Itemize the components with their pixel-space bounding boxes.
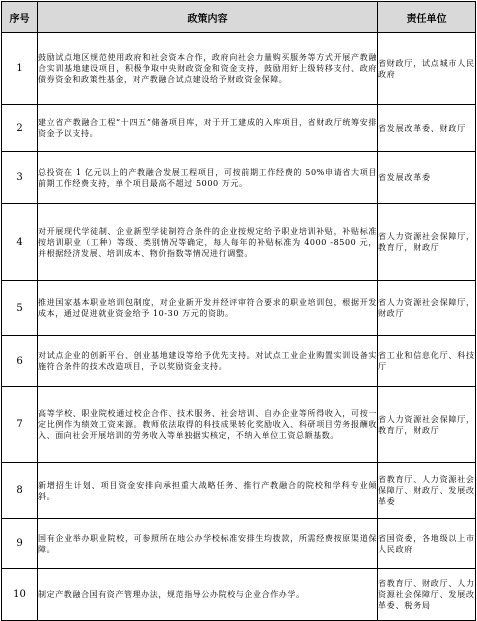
policy-content: 制定产教融合国有资产管理办法，规范指导公办院校与企业合作办学。 — [38, 569, 378, 621]
policy-content: 建立省产教融合工程“十四五”储备项目库，对于开工建成的入库项目，省财政厅统筹安排资金予以支持。 — [38, 105, 378, 152]
row-number: 1 — [2, 33, 38, 105]
responsible-unit: 省教育厅、财政厅、人力资源社会保障厅、发展改革委、税务局 — [378, 569, 476, 621]
table-row — [2, 463, 476, 519]
row-number: 7 — [2, 387, 38, 463]
header-responsible-unit: 责任单位 — [378, 2, 476, 33]
table-row — [2, 519, 476, 569]
policy-content: 推进国家基本职业培训包制度，对企业新开发并经评审符合要求的职业培训包，根据开发成本，通过促进就业资金给予 10-30 万元的资助。 — [38, 281, 378, 336]
header-number: 序号 — [2, 2, 38, 33]
responsible-unit: 省教育厅、人力资源社会保障厅、财政厅、发展改革委 — [378, 463, 476, 519]
responsible-unit: 省人力资源社会保障厅，教育厅，财政厅 — [378, 204, 476, 281]
policy-content: 新增招生计划、项目资金安排向承担重大战略任务、推行产教融合的院校和学科专业倾斜。 — [38, 463, 378, 519]
table-body — [2, 33, 476, 621]
responsible-unit: 省发展改革委 — [378, 152, 476, 204]
row-number: 8 — [2, 463, 38, 519]
policy-table — [1, 1, 476, 621]
policy-content: 对开展现代学徒制、企业新型学徒制符合条件的企业按规定给予职业培训补贴，补贴标准按培训职业（工种）等级、类别情况等确定，每人每年的补贴标准为 4000 -8500 元，并根据经济发展、培训成本、物价指数等情况进行调整。 — [38, 204, 378, 281]
policy-content: 国有企业举办职业院校，可参照所在地公办学校标准安排生均拨款，所需经费按原渠道保障。 — [38, 519, 378, 569]
table-row — [2, 281, 476, 336]
responsible-unit: 省人力资源社会保障厅，教育厅，财政厅 — [378, 387, 476, 463]
policy-content: 对试点企业的创新平台、创业基地建设等给予优先支持。对试点工业企业购置实训设备实施符合条件的技术改造项目，予以奖励资金支持。 — [38, 336, 378, 387]
row-number: 10 — [2, 569, 38, 621]
responsible-unit: 省财政厅，试点城市人民政府 — [378, 33, 476, 105]
row-number: 3 — [2, 152, 38, 204]
row-number: 4 — [2, 204, 38, 281]
header-policy-content: 政策内容 — [38, 2, 378, 33]
row-number: 2 — [2, 105, 38, 152]
table-header — [2, 2, 476, 33]
responsible-unit: 省国资委，各地级以上市人民政府 — [378, 519, 476, 569]
policy-content: 高等学校、职业院校通过校企合作、技术服务、社会培训、自办企业等所得收入，可按一定比例作为绩效工资来源。教师依法取得的科技成果转化奖励收入、科研项目劳务报酬收入、面向社会开展培训的劳务收入等单独据实核定，不纳入单位工资总额基数。 — [38, 387, 378, 463]
policy-content: 总投资在 1 亿元以上的产教融合发展工程项目，可按前期工作经费的 50%申请省大项目前期工作经费支持，单个项目最高不超过 5000 万元。 — [38, 152, 378, 204]
responsible-unit: 省人力资源社会保障厅，财政厅 — [378, 281, 476, 336]
table-row — [2, 105, 476, 152]
table-row — [2, 152, 476, 204]
responsible-unit: 省工业和信息化厅、科技厅 — [378, 336, 476, 387]
row-number: 9 — [2, 519, 38, 569]
policy-content: 鼓励试点地区规范使用政府和社会资本合作，政府向社会力量购买服务等方式开展产教融合实训基地建设项目，积极争取中央财政资金和资金支持，鼓励用好上级转移支付、政府债券资金和政策性基金，对产教融合试点建设给予财政资金保障。 — [38, 33, 378, 105]
table-row — [2, 387, 476, 463]
table-row — [2, 204, 476, 281]
row-number: 5 — [2, 281, 38, 336]
responsible-unit: 省发展改革委、财政厅 — [378, 105, 476, 152]
table-row — [2, 569, 476, 621]
table-row — [2, 33, 476, 105]
row-number: 6 — [2, 336, 38, 387]
table-row — [2, 336, 476, 387]
